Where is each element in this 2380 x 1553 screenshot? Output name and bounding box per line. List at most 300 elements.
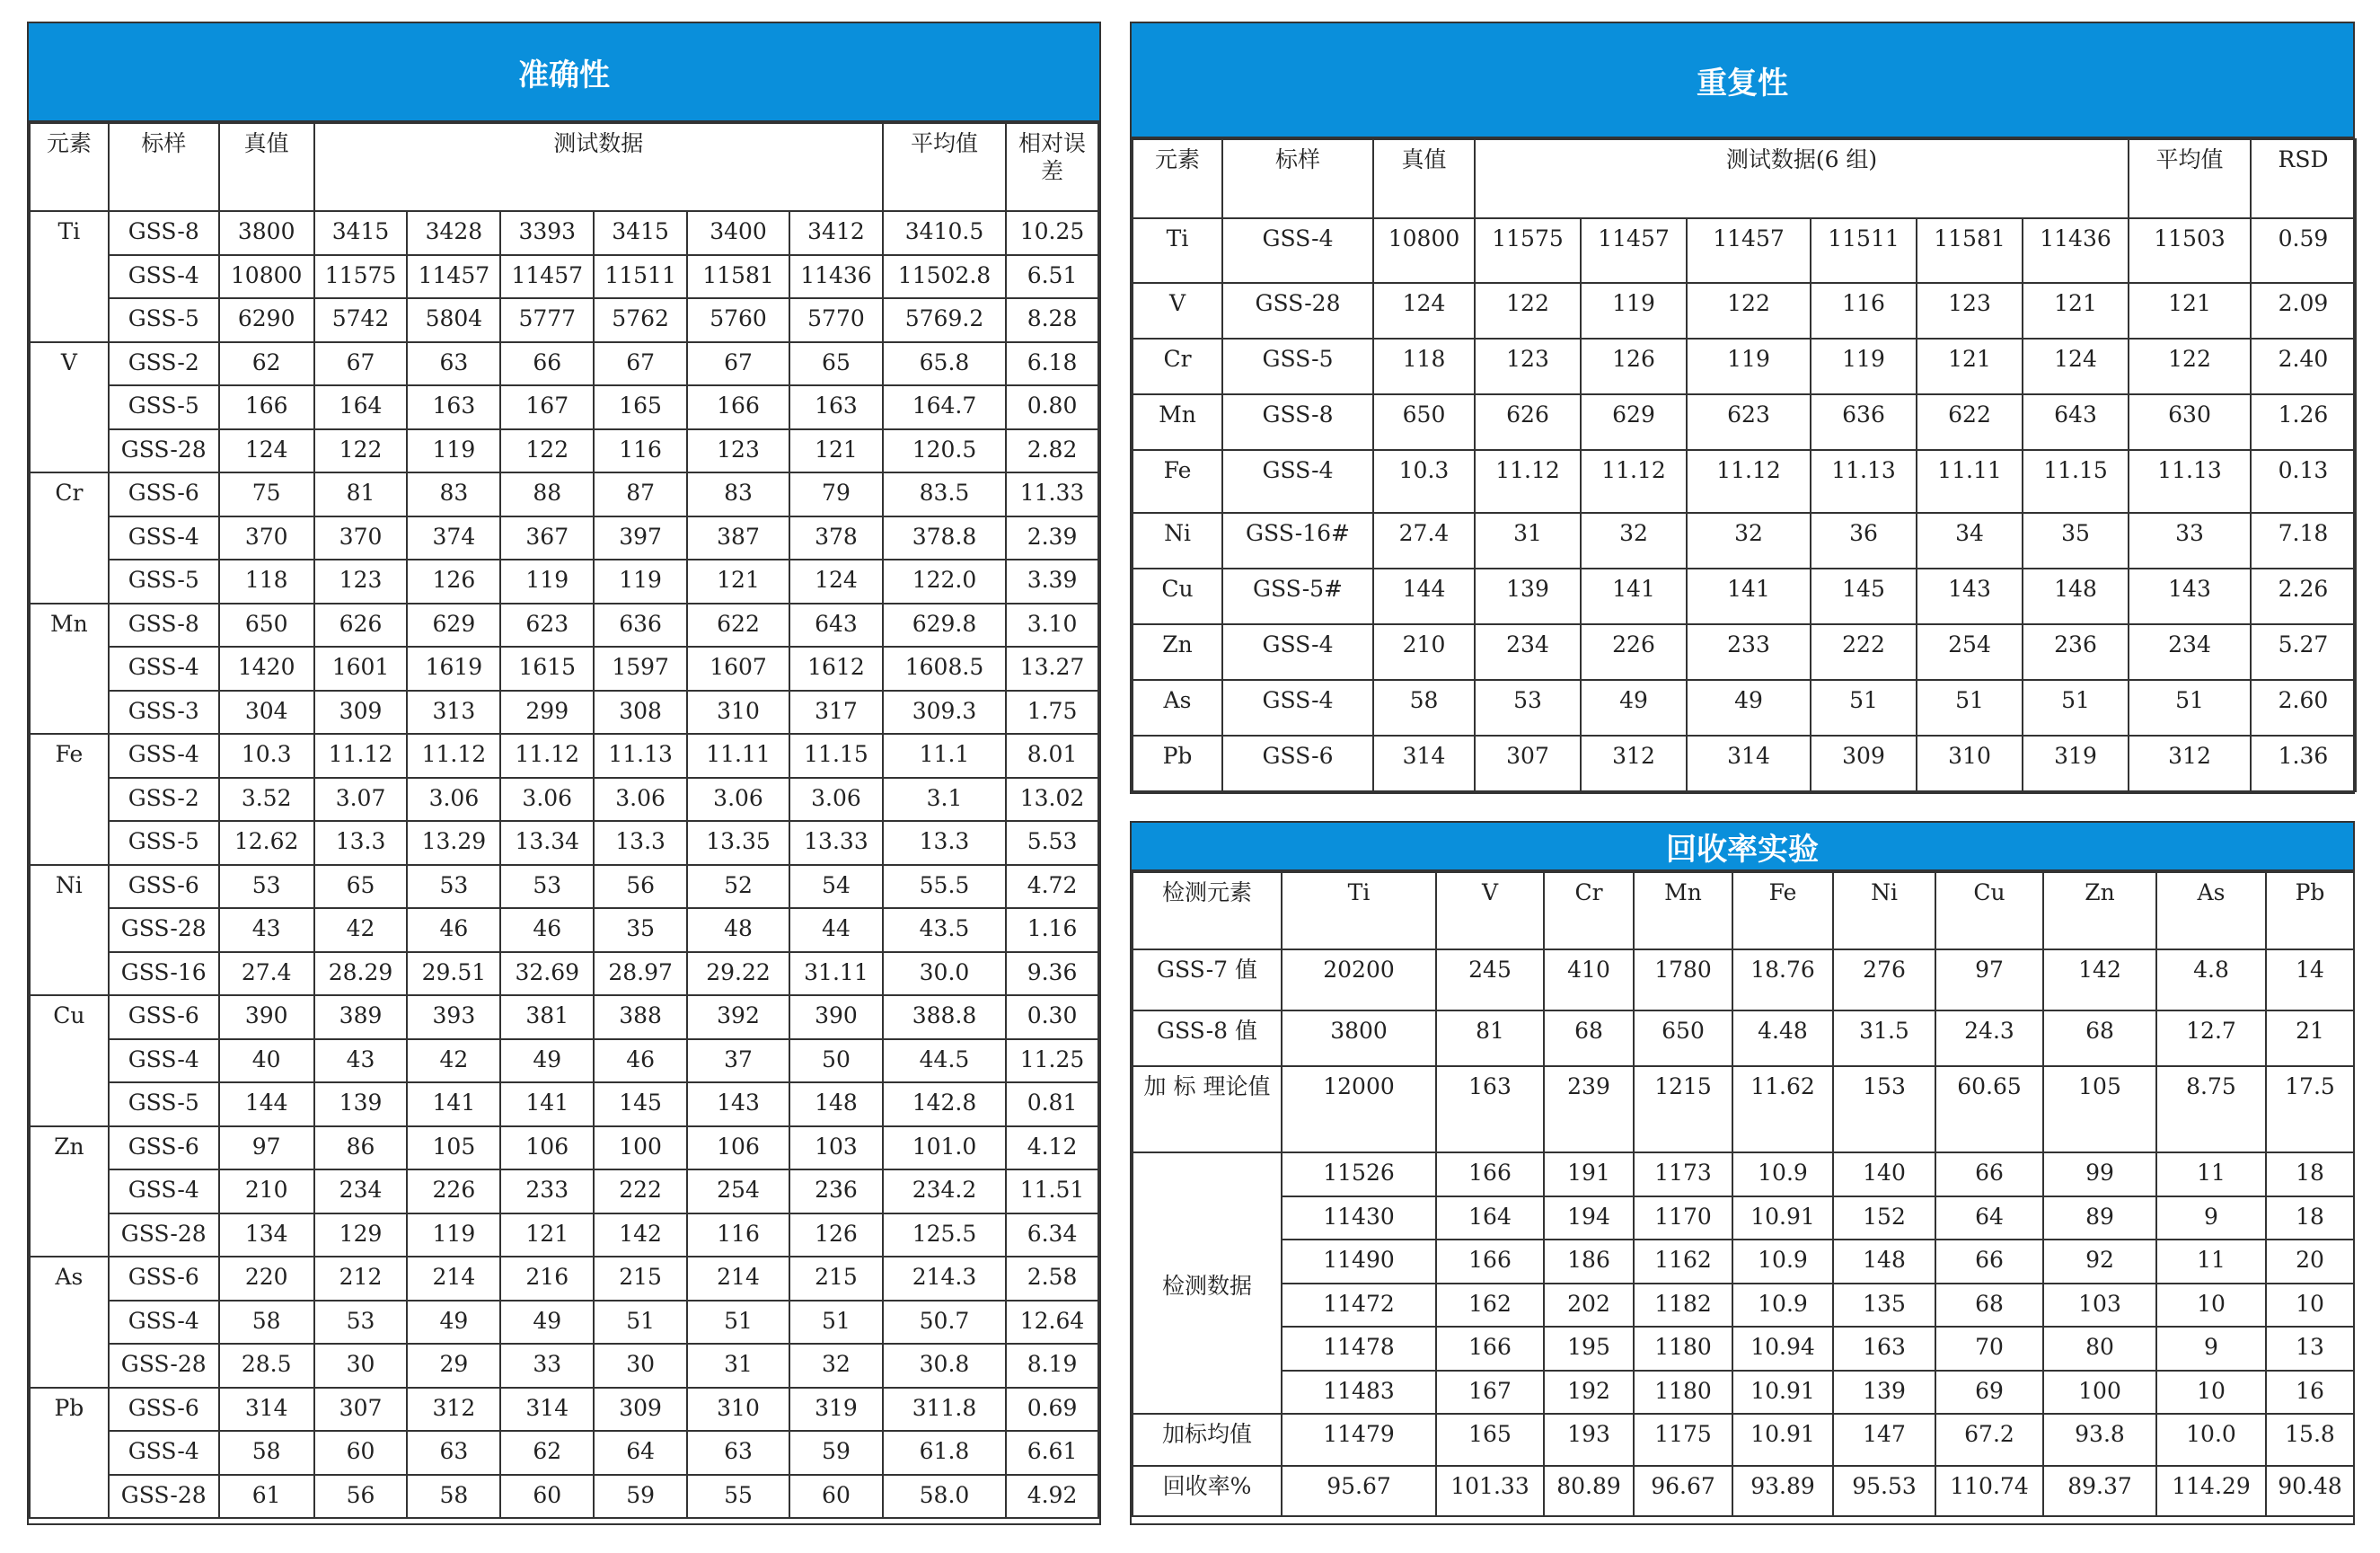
value-cell: 51: [2023, 680, 2129, 736]
value-cell: 10.0: [2156, 1414, 2266, 1466]
value-cell: 53: [314, 1301, 408, 1345]
value-cell: 10800: [1373, 218, 1475, 283]
element-cell: Fe: [1133, 450, 1222, 513]
sample-cell: GSS-8: [109, 604, 219, 648]
value-cell: 622: [1917, 394, 2023, 450]
value-cell: 49: [1581, 680, 1687, 736]
value-cell: 62: [219, 342, 314, 386]
value-cell: 37: [687, 1039, 789, 1083]
value-cell: 239: [1544, 1066, 1634, 1152]
value-cell: 3.52: [219, 778, 314, 822]
rate-label: 回收率%: [1133, 1466, 1282, 1516]
value-cell: 58: [1373, 680, 1475, 736]
header-element: Cr: [1544, 872, 1634, 949]
value-cell: 12.7: [2156, 1010, 2266, 1066]
value-cell: 11490: [1282, 1240, 1436, 1284]
table-row: [1133, 872, 2354, 949]
value-cell: 623: [1687, 394, 1811, 450]
value-cell: 86: [314, 1126, 408, 1170]
value-cell: 11.12: [500, 734, 594, 778]
value-cell: 226: [1581, 624, 1687, 680]
value-cell: 11472: [1282, 1284, 1436, 1328]
value-cell: 4.92: [1006, 1475, 1098, 1519]
sample-cell: GSS-2: [109, 778, 219, 822]
value-cell: 119: [1687, 339, 1811, 394]
value-cell: 387: [687, 516, 789, 560]
value-cell: 35: [2023, 513, 2129, 569]
sample-cell: GSS-5: [1222, 339, 1373, 394]
header-element: Ti: [1282, 872, 1436, 949]
sample-cell: GSS-6: [109, 472, 219, 516]
header-element: Mn: [1634, 872, 1732, 949]
value-cell: 27.4: [1373, 513, 1475, 569]
value-cell: 13.3: [314, 821, 408, 865]
value-cell: 214.3: [883, 1257, 1006, 1301]
value-cell: 2.58: [1006, 1257, 1098, 1301]
gss7-label: GSS-7 值: [1133, 949, 1282, 1010]
value-cell: 10: [2156, 1371, 2266, 1415]
sample-cell: GSS-4: [109, 516, 219, 560]
sample-cell: GSS-6: [109, 1257, 219, 1301]
value-cell: 8.28: [1006, 298, 1098, 342]
value-cell: 2.82: [1006, 429, 1098, 473]
sample-cell: GSS-4: [1222, 624, 1373, 680]
value-cell: 11479: [1282, 1414, 1436, 1466]
element-cell: As: [30, 1257, 109, 1388]
value-cell: 10.91: [1732, 1196, 1833, 1240]
accuracy-title: 准确性: [29, 23, 1099, 122]
table-row: [1133, 1196, 2354, 1240]
table-row: [30, 385, 1098, 429]
element-cell: Cr: [30, 472, 109, 604]
value-cell: 312: [2129, 736, 2251, 791]
value-cell: 63: [407, 1431, 500, 1475]
value-cell: 314: [1687, 736, 1811, 791]
value-cell: 32: [1581, 513, 1687, 569]
value-cell: 3.06: [594, 778, 687, 822]
header-rel-error: 相对误差: [1006, 123, 1098, 211]
value-cell: 164.7: [883, 385, 1006, 429]
value-cell: 636: [594, 604, 687, 648]
value-cell: 83.5: [883, 472, 1006, 516]
value-cell: 12.64: [1006, 1301, 1098, 1345]
table-row: [30, 1344, 1098, 1388]
value-cell: 11.13: [594, 734, 687, 778]
recovery-table: [1132, 871, 2355, 1517]
sample-cell: GSS-6: [109, 995, 219, 1039]
table-row: [1133, 680, 2356, 736]
value-cell: 215: [594, 1257, 687, 1301]
value-cell: 53: [1475, 680, 1581, 736]
sample-cell: GSS-4: [109, 734, 219, 778]
element-cell: Cr: [1133, 339, 1222, 394]
value-cell: 148: [1833, 1240, 1935, 1284]
value-cell: 18: [2266, 1152, 2354, 1196]
gss8-label: GSS-8 值: [1133, 1010, 1282, 1066]
value-cell: 234: [1475, 624, 1581, 680]
value-cell: 2.60: [2251, 680, 2356, 736]
value-cell: 147: [1833, 1414, 1935, 1466]
value-cell: 11.25: [1006, 1039, 1098, 1083]
value-cell: 650: [1373, 394, 1475, 450]
header-test-data: 测试数据(6 组): [1475, 139, 2129, 218]
value-cell: 27.4: [219, 952, 314, 996]
table-row: [1133, 569, 2356, 624]
recovery-title: 回收率实验: [1132, 823, 2353, 871]
value-cell: 3800: [219, 211, 314, 255]
value-cell: 314: [1373, 736, 1475, 791]
sample-cell: GSS-16#: [1222, 513, 1373, 569]
header-element: Ni: [1833, 872, 1935, 949]
value-cell: 11511: [1811, 218, 1917, 283]
value-cell: 13: [2266, 1327, 2354, 1371]
value-cell: 13.33: [789, 821, 883, 865]
value-cell: 11575: [314, 255, 408, 299]
table-row: [1133, 283, 2356, 339]
value-cell: 10: [2156, 1284, 2266, 1328]
value-cell: 122: [1475, 283, 1581, 339]
value-cell: 89: [2043, 1196, 2156, 1240]
value-cell: 10.3: [1373, 450, 1475, 513]
value-cell: 67: [314, 342, 408, 386]
value-cell: 11575: [1475, 218, 1581, 283]
value-cell: 9.36: [1006, 952, 1098, 996]
value-cell: 0.69: [1006, 1388, 1098, 1432]
value-cell: 11457: [407, 255, 500, 299]
value-cell: 121: [2023, 283, 2129, 339]
value-cell: 143: [687, 1082, 789, 1126]
value-cell: 11.51: [1006, 1169, 1098, 1213]
value-cell: 13.35: [687, 821, 789, 865]
value-cell: 145: [1811, 569, 1917, 624]
value-cell: 122: [2129, 339, 2251, 394]
value-cell: 125.5: [883, 1213, 1006, 1257]
value-cell: 10.9: [1732, 1240, 1833, 1284]
measured-label: 检测数据: [1133, 1152, 1282, 1414]
value-cell: 28.29: [314, 952, 408, 996]
value-cell: 13.34: [500, 821, 594, 865]
element-cell: Cu: [1133, 569, 1222, 624]
value-cell: 105: [2043, 1066, 2156, 1152]
value-cell: 67.2: [1935, 1414, 2043, 1466]
value-cell: 164: [1436, 1196, 1544, 1240]
value-cell: 650: [219, 604, 314, 648]
table-row: [30, 995, 1098, 1039]
value-cell: 12.62: [219, 821, 314, 865]
value-cell: 124: [219, 429, 314, 473]
value-cell: 11581: [687, 255, 789, 299]
value-cell: 234: [314, 1169, 408, 1213]
value-cell: 164: [314, 385, 408, 429]
value-cell: 11.15: [789, 734, 883, 778]
value-cell: 307: [1475, 736, 1581, 791]
value-cell: 63: [687, 1431, 789, 1475]
value-cell: 9: [2156, 1196, 2266, 1240]
sample-cell: GSS-5: [109, 560, 219, 604]
value-cell: 11526: [1282, 1152, 1436, 1196]
value-cell: 60.65: [1935, 1066, 2043, 1152]
value-cell: 29.22: [687, 952, 789, 996]
value-cell: 10.9: [1732, 1152, 1833, 1196]
value-cell: 11457: [1687, 218, 1811, 283]
table-row: [30, 908, 1098, 952]
value-cell: 126: [1581, 339, 1687, 394]
element-cell: Zn: [1133, 624, 1222, 680]
recovery-panel: [1130, 821, 2355, 1525]
value-cell: 276: [1833, 949, 1935, 1010]
value-cell: 66: [1935, 1152, 2043, 1196]
value-cell: 89.37: [2043, 1466, 2156, 1516]
table-row: [30, 255, 1098, 299]
sample-cell: GSS-28: [109, 1213, 219, 1257]
value-cell: 121: [1917, 339, 2023, 394]
sample-cell: GSS-4: [109, 255, 219, 299]
value-cell: 81: [1436, 1010, 1544, 1066]
value-cell: 59: [789, 1431, 883, 1475]
value-cell: 309: [594, 1388, 687, 1432]
value-cell: 310: [1917, 736, 2023, 791]
value-cell: 114.29: [2156, 1466, 2266, 1516]
table-row: [1133, 1371, 2354, 1415]
value-cell: 10.91: [1732, 1371, 1833, 1415]
table-row: [30, 604, 1098, 648]
value-cell: 81: [314, 472, 408, 516]
table-row: [30, 1257, 1098, 1301]
value-cell: 212: [314, 1257, 408, 1301]
value-cell: 59: [594, 1475, 687, 1519]
element-cell: Ti: [30, 211, 109, 342]
value-cell: 24.3: [1935, 1010, 2043, 1066]
value-cell: 33: [500, 1344, 594, 1388]
value-cell: 10.94: [1732, 1327, 1833, 1371]
value-cell: 75: [219, 472, 314, 516]
value-cell: 30.8: [883, 1344, 1006, 1388]
value-cell: 32: [789, 1344, 883, 1388]
sample-cell: GSS-3: [109, 691, 219, 735]
value-cell: 3.06: [687, 778, 789, 822]
value-cell: 30.0: [883, 952, 1006, 996]
value-cell: 126: [789, 1213, 883, 1257]
value-cell: 56: [594, 865, 687, 909]
value-cell: 1182: [1634, 1284, 1732, 1328]
value-cell: 123: [314, 560, 408, 604]
value-cell: 144: [1373, 569, 1475, 624]
value-cell: 370: [314, 516, 408, 560]
sample-cell: GSS-2: [109, 342, 219, 386]
element-cell: Pb: [30, 1388, 109, 1519]
value-cell: 65: [314, 865, 408, 909]
value-cell: 10: [2266, 1284, 2354, 1328]
table-row: [30, 1213, 1098, 1257]
value-cell: 13.27: [1006, 647, 1098, 691]
value-cell: 0.59: [2251, 218, 2356, 283]
value-cell: 61.8: [883, 1431, 1006, 1475]
value-cell: 31.11: [789, 952, 883, 996]
value-cell: 44: [789, 908, 883, 952]
value-cell: 100: [2043, 1371, 2156, 1415]
value-cell: 46: [594, 1039, 687, 1083]
sample-cell: GSS-4: [109, 1301, 219, 1345]
repeatability-table: [1132, 138, 2357, 792]
value-cell: 123: [1917, 283, 2023, 339]
value-cell: 309.3: [883, 691, 1006, 735]
value-cell: 122.0: [883, 560, 1006, 604]
value-cell: 101.0: [883, 1126, 1006, 1170]
value-cell: 80.89: [1544, 1466, 1634, 1516]
value-cell: 381: [500, 995, 594, 1039]
value-cell: 317: [789, 691, 883, 735]
table-row: [1133, 450, 2356, 513]
value-cell: 11: [2156, 1152, 2266, 1196]
value-cell: 153: [1833, 1066, 1935, 1152]
value-cell: 95.53: [1833, 1466, 1935, 1516]
element-cell: Mn: [30, 604, 109, 735]
value-cell: 11511: [594, 255, 687, 299]
value-cell: 2.09: [2251, 283, 2356, 339]
value-cell: 310: [687, 691, 789, 735]
value-cell: 143: [1917, 569, 2023, 624]
value-cell: 11.33: [1006, 472, 1098, 516]
value-cell: 5777: [500, 298, 594, 342]
value-cell: 3400: [687, 211, 789, 255]
value-cell: 11.62: [1732, 1066, 1833, 1152]
table-row: [1133, 1327, 2354, 1371]
value-cell: 44.5: [883, 1039, 1006, 1083]
element-cell: Ni: [30, 865, 109, 996]
value-cell: 141: [1687, 569, 1811, 624]
value-cell: 8.01: [1006, 734, 1098, 778]
value-cell: 222: [594, 1169, 687, 1213]
theory-label: 加 标 理论值: [1133, 1066, 1282, 1152]
value-cell: 55.5: [883, 865, 1006, 909]
value-cell: 410: [1544, 949, 1634, 1010]
value-cell: 49: [500, 1039, 594, 1083]
value-cell: 166: [219, 385, 314, 429]
value-cell: 629: [407, 604, 500, 648]
value-cell: 135: [1833, 1284, 1935, 1328]
value-cell: 51: [594, 1301, 687, 1345]
value-cell: 48: [687, 908, 789, 952]
value-cell: 1597: [594, 647, 687, 691]
header-mean: 平均值: [2129, 139, 2251, 218]
value-cell: 31: [1475, 513, 1581, 569]
value-cell: 134: [219, 1213, 314, 1257]
value-cell: 92: [2043, 1240, 2156, 1284]
table-row: [1133, 339, 2356, 394]
value-cell: 313: [407, 691, 500, 735]
value-cell: 245: [1436, 949, 1544, 1010]
value-cell: 66: [1935, 1240, 2043, 1284]
value-cell: 163: [1436, 1066, 1544, 1152]
value-cell: 163: [407, 385, 500, 429]
value-cell: 0.81: [1006, 1082, 1098, 1126]
value-cell: 11.11: [1917, 450, 2023, 513]
value-cell: 234: [2129, 624, 2251, 680]
value-cell: 388: [594, 995, 687, 1039]
value-cell: 122: [1687, 283, 1811, 339]
table-row: [1133, 624, 2356, 680]
value-cell: 18.76: [1732, 949, 1833, 1010]
table-row: [30, 1388, 1098, 1432]
value-cell: 64: [1935, 1196, 2043, 1240]
value-cell: 312: [407, 1388, 500, 1432]
value-cell: 6.61: [1006, 1431, 1098, 1475]
value-cell: 236: [789, 1169, 883, 1213]
header-element: 元素: [30, 123, 109, 211]
value-cell: 4.8: [2156, 949, 2266, 1010]
value-cell: 319: [2023, 736, 2129, 791]
value-cell: 11502.8: [883, 255, 1006, 299]
value-cell: 623: [500, 604, 594, 648]
value-cell: 629: [1581, 394, 1687, 450]
mean-label: 加标均值: [1133, 1414, 1282, 1466]
value-cell: 210: [1373, 624, 1475, 680]
sample-cell: GSS-8: [109, 211, 219, 255]
value-cell: 58: [219, 1431, 314, 1475]
value-cell: 11457: [1581, 218, 1687, 283]
table-row: [30, 472, 1098, 516]
value-cell: 390: [219, 995, 314, 1039]
accuracy-table: [29, 122, 1099, 1519]
value-cell: 121: [687, 560, 789, 604]
value-cell: 626: [314, 604, 408, 648]
value-cell: 43.5: [883, 908, 1006, 952]
value-cell: 3410.5: [883, 211, 1006, 255]
value-cell: 139: [314, 1082, 408, 1126]
value-cell: 100: [594, 1126, 687, 1170]
value-cell: 319: [789, 1388, 883, 1432]
table-row: [1133, 1066, 2354, 1152]
table-row: [30, 560, 1098, 604]
value-cell: 2.39: [1006, 516, 1098, 560]
value-cell: 378.8: [883, 516, 1006, 560]
value-cell: 15.8: [2266, 1414, 2354, 1466]
value-cell: 11.13: [1811, 450, 1917, 513]
value-cell: 61: [219, 1475, 314, 1519]
value-cell: 83: [407, 472, 500, 516]
value-cell: 11.12: [407, 734, 500, 778]
sample-cell: GSS-6: [1222, 736, 1373, 791]
value-cell: 3.07: [314, 778, 408, 822]
value-cell: 165: [594, 385, 687, 429]
value-cell: 3.39: [1006, 560, 1098, 604]
value-cell: 10.91: [1732, 1414, 1833, 1466]
value-cell: 3.1: [883, 778, 1006, 822]
value-cell: 17.5: [2266, 1066, 2354, 1152]
value-cell: 5.53: [1006, 821, 1098, 865]
value-cell: 388.8: [883, 995, 1006, 1039]
table-row: [30, 1082, 1098, 1126]
value-cell: 314: [500, 1388, 594, 1432]
value-cell: 4.12: [1006, 1126, 1098, 1170]
value-cell: 11.13: [2129, 450, 2251, 513]
value-cell: 32: [1687, 513, 1811, 569]
value-cell: 142: [2043, 949, 2156, 1010]
table-row: [30, 952, 1098, 996]
value-cell: 53: [407, 865, 500, 909]
table-row: [1133, 218, 2356, 283]
value-cell: 51: [2129, 680, 2251, 736]
value-cell: 64: [594, 1431, 687, 1475]
value-cell: 152: [1833, 1196, 1935, 1240]
element-cell: V: [30, 342, 109, 473]
value-cell: 29.51: [407, 952, 500, 996]
value-cell: 121: [789, 429, 883, 473]
value-cell: 31.5: [1833, 1010, 1935, 1066]
sample-cell: GSS-16: [109, 952, 219, 996]
value-cell: 312: [1581, 736, 1687, 791]
value-cell: 28.97: [594, 952, 687, 996]
